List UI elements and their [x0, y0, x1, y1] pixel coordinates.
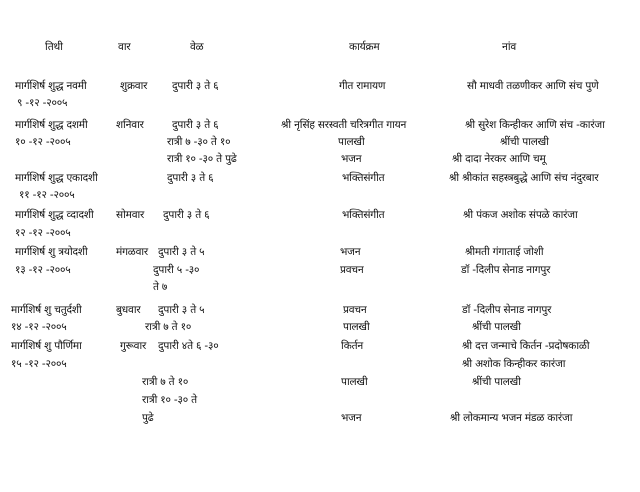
header-tithi: तिथी [45, 41, 63, 53]
row-4-tithi: मार्गशिर्ष शु त्रयोदशी [15, 246, 88, 258]
row-5-naav-1: श्रींची पालखी [472, 321, 521, 333]
row-5-karyakram-0: प्रवचन [343, 304, 367, 316]
row-1-naav-2: श्री दादा नेरकर आणि चमू [452, 153, 546, 165]
row-1-naav-1: श्रींची पालखी [500, 136, 549, 148]
row-6-vel-2: रात्री १० -३० ते [142, 394, 197, 406]
row-6-vaar: गुरूवार [120, 340, 147, 352]
row-3-date: १२ -१२ -२००५ [15, 227, 71, 239]
row-6-naav-3: श्री लोकमान्य भजन मंडळ कारंजा [450, 412, 573, 424]
row-5-karyakram-1: पालखी [343, 321, 370, 333]
row-1-vel-0: दुपारी ३ ते ६ [172, 119, 219, 131]
row-3-vel-0: दुपारी ३ ते ६ [163, 209, 210, 221]
row-6-karyakram-1: पालखी [341, 376, 368, 388]
row-3-karyakram-0: भक्तिसंगीत [342, 209, 385, 221]
row-0-naav-0: सौ माधवी तळणीकर आणि संच पुणे [467, 80, 599, 92]
header-naav: नांव [502, 41, 516, 53]
row-5-vel-1: रात्री ७ ते १० [145, 321, 192, 333]
row-3-vaar: सोमवार [116, 209, 145, 221]
row-4-karyakram-1: प्रवचन [340, 264, 364, 276]
row-6-karyakram-0: किर्तन [341, 340, 363, 352]
row-1-vaar: शनिवार [116, 119, 144, 131]
row-2-date: ११ -१२ -२००५ [19, 189, 75, 201]
row-1-vel-2: रात्री १० -३० ते पुढे [167, 153, 237, 165]
row-2-tithi: मार्गशिर्ष शुद्ध एकादशी [15, 172, 98, 184]
row-1-karyakram-1: पालखी [338, 136, 365, 148]
row-1-naav-0: श्री सुरेश किन्हीकर आणि संच -कारंजा [465, 119, 605, 131]
row-6-date: १५ -१२ -२००५ [11, 358, 67, 370]
row-4-vaar: मंगळवार [116, 246, 149, 258]
row-5-vel-0: दुपारी ३ ते ५ [158, 304, 205, 316]
row-6-karyakram-2: भजन [341, 412, 362, 424]
row-6-naav-1: श्री अशोक किन्हीकर कारंजा [462, 358, 566, 370]
row-0-vaar: शुक्रवार [120, 80, 148, 92]
row-0-date: ९ -१२ -२००५ [17, 97, 68, 109]
row-6-vel-3: पुढे [142, 412, 154, 424]
row-3-tithi: मार्गशिर्ष शुद्ध व्दादशी [15, 209, 94, 221]
row-6-tithi: मार्गशिर्ष शु पौर्णिमा [11, 340, 82, 352]
row-4-naav-0: श्रीमती गंगाताई जोशी [465, 246, 544, 258]
header-karyakram: कार्यक्रम [349, 41, 380, 53]
row-2-vel-0: दुपारी ३ ते ६ [167, 172, 214, 184]
row-5-date: १४ -१२ -२००५ [11, 321, 67, 333]
row-4-vel-0: दुपारी ३ ते ५ [158, 246, 205, 258]
row-1-tithi: मार्गशिर्ष शुद्ध दशमी [15, 119, 88, 131]
row-1-date: १० -१२ -२००५ [15, 136, 71, 148]
row-5-tithi: मार्गशिर्ष शु चतुर्दशी [11, 304, 82, 316]
row-0-karyakram-0: गीत रामायण [339, 80, 386, 92]
row-5-naav-0: डॉ -दिलीप सेनाड नागपुर [462, 304, 552, 316]
row-0-vel-0: दुपारी ३ ते ६ [172, 80, 219, 92]
header-vaar: वार [118, 41, 131, 53]
row-3-naav-0: श्री पंकज अशोक संपळे कारंजा [463, 209, 578, 221]
row-0-tithi: मार्गशिर्ष शुद्ध नवमी [15, 80, 87, 92]
row-6-naav-2: श्रींची पालखी [472, 376, 521, 388]
row-6-vel-0: दुपारी ४ते ६ -३० [158, 340, 219, 352]
row-2-karyakram-0: भक्तिसंगीत [342, 172, 385, 184]
row-4-karyakram-0: भजन [340, 246, 361, 258]
row-1-karyakram-2: भजन [341, 153, 362, 165]
row-4-vel-2: ते ७ [153, 281, 168, 293]
row-6-naav-0: श्री दत्त जन्माचे किर्तन -प्रदोषकाळी [462, 340, 590, 352]
row-5-vaar: बुधवार [116, 304, 141, 316]
row-1-karyakram-0: श्री नृसिंह सरस्वती चरित्रगीत गायन [281, 119, 407, 131]
row-4-naav-1: डॉ -दिलीप सेनाड नागपुर [461, 264, 551, 276]
row-4-date: १३ -१२ -२००५ [15, 264, 71, 276]
row-6-vel-1: रात्री ७ ते १० [142, 376, 189, 388]
row-2-naav-0: श्री श्रीकांत सहस्त्रबुद्धे आणि संच नंदुरबार [449, 172, 599, 184]
row-1-vel-1: रात्री ७ -३० ते १० [167, 136, 231, 148]
row-4-vel-1: दुपारी ५ -३० [153, 264, 200, 276]
header-vel: वेळ [190, 41, 204, 53]
